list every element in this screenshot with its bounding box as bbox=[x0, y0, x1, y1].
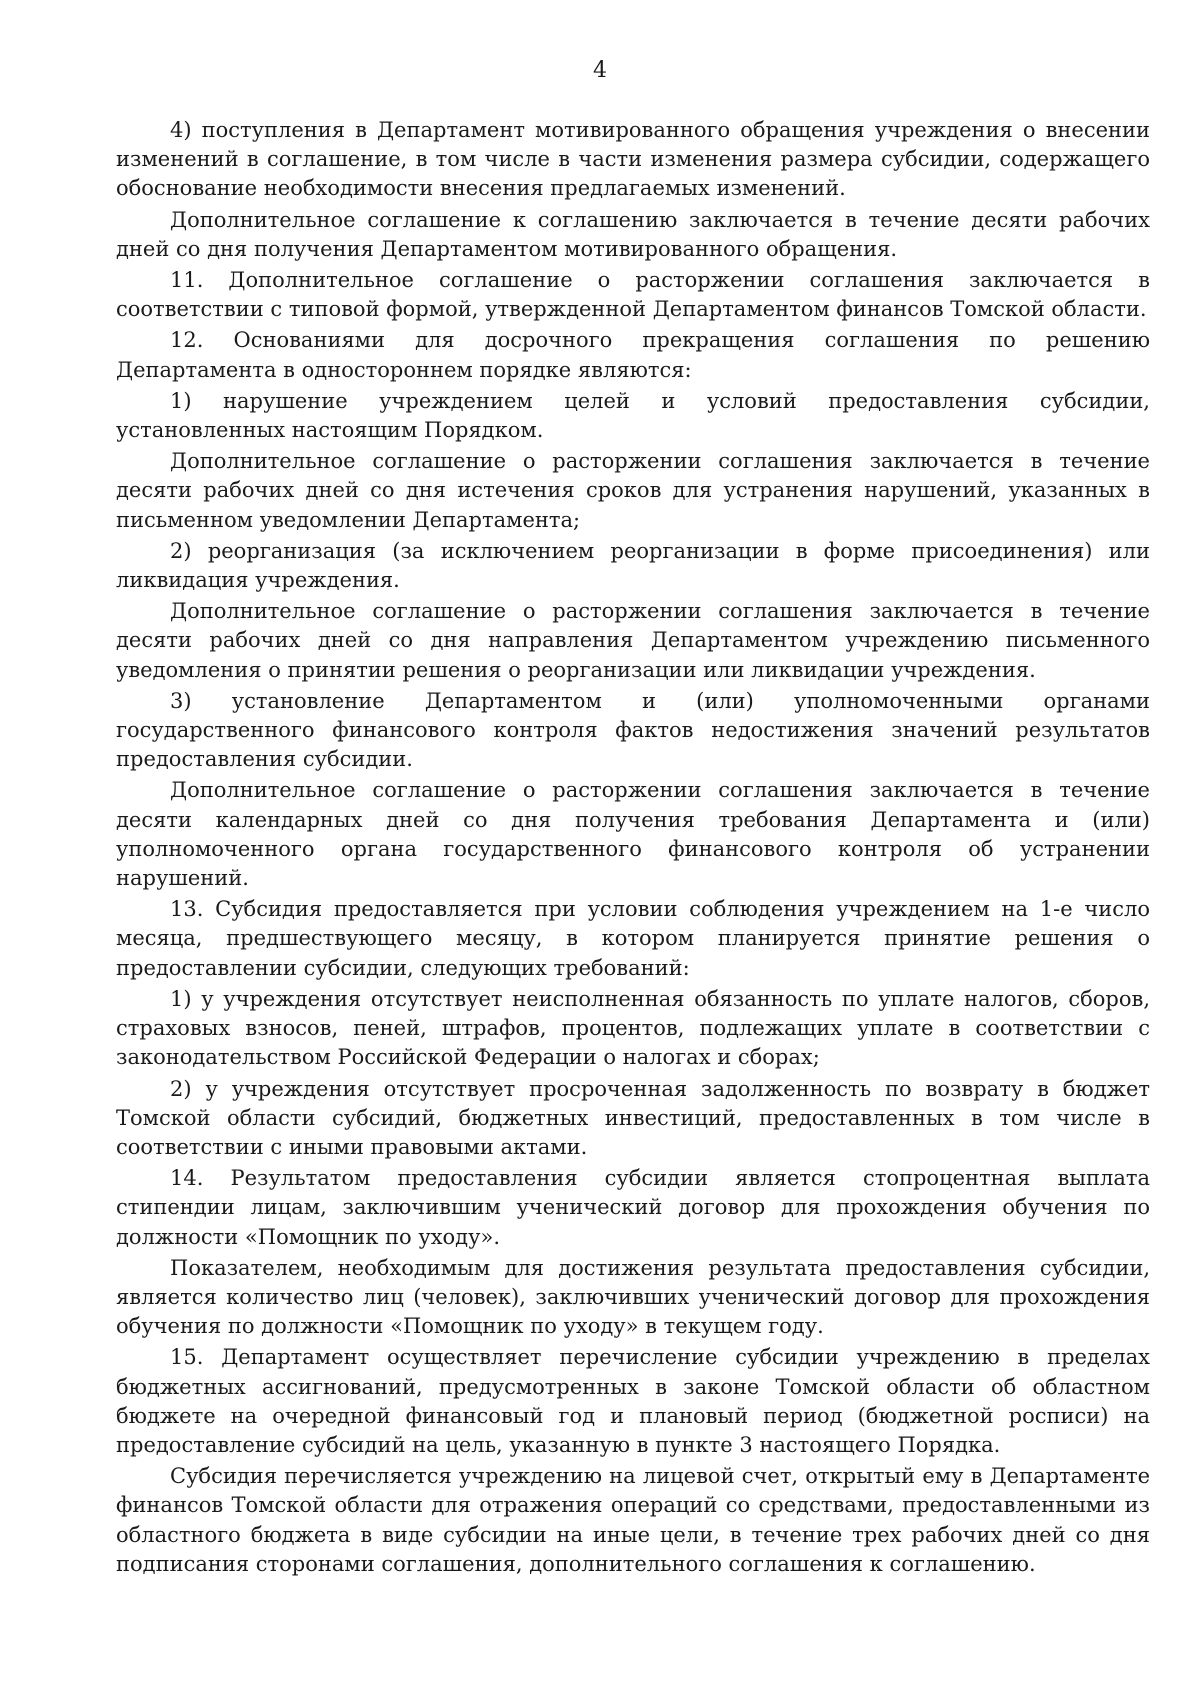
paragraph: Дополнительное соглашение к соглашению заключается в течение десяти рабочих дней со дня получения Департаментом мотивированного обращения. bbox=[116, 207, 1150, 261]
paragraph: 1) нарушение учреждением целей и условий предоставления субсидии, установленных настоящим Порядком. bbox=[116, 388, 1150, 443]
paragraph: 3) установление Департаментом и (или) уполномоченными органами государственного финансового контроля фактов недостижения значений результатов предоставления субсидии. bbox=[116, 688, 1150, 772]
paragraph: 11. Дополнительное соглашение о расторжении соглашения заключается в соответствии с типовой формой, утвержденной Департаментом финансов Томской области. bbox=[116, 268, 1150, 322]
paragraph: 12. Основаниями для досрочного прекращения соглашения по решению Департамента в одностороннем порядке являются: bbox=[116, 328, 1150, 382]
paragraph: Дополнительное соглашение о расторжении соглашения заключается в течение десяти рабочих дней со дня истечения сроков для устранения нарушений, указанных в письменном уведомлении Департамента; bbox=[116, 449, 1150, 532]
paragraph: 2) реорганизация (за исключением реорганизации в форме присоединения) или ликвидация учреждения. bbox=[116, 538, 1150, 593]
paragraph: 2) у учреждения отсутствует просроченная задолженность по возврату в бюджет Томской области субсидий, бюджетных инвестиций, предоставленных в том числе в соответствии с иными правовыми актами. bbox=[116, 1076, 1150, 1159]
paragraph: Дополнительное соглашение о расторжении соглашения заключается в течение десяти рабочих дней со дня направления Департаментом учреждению письменного уведомления о принятии решения о реорганизации или ликвидации учреждения. bbox=[116, 599, 1150, 682]
page-number: 4 bbox=[593, 58, 607, 83]
paragraph: 4) поступления в Департамент мотивированного обращения учреждения о внесении изменений в соглашение, в том числе в части изменения размера субсидии, содержащего обоснование необходимости внесения предлагаемых изменений. bbox=[116, 118, 1150, 201]
paragraph: 13. Субсидия предоставляется при условии соблюдения учреждением на 1-е число месяца, предшествующего месяцу, в котором планируется принятие решения о предоставлении субсидии, следующих требований: bbox=[116, 897, 1150, 980]
paragraph: 14. Результатом предоставления субсидии является стопроцентная выплата стипендии лицам, заключившим ученический договор для прохождения обучения по должности «Помощник по уходу». bbox=[116, 1166, 1150, 1249]
paragraph: Субсидия перечисляется учреждению на лицевой счет, открытый ему в Департаменте финансов Томской области для отражения операций со средствами, предоставленными из областного бюджета в виде субсидии на иные цели, в течение трех рабочих дней со дня подписания сторонами соглашения, дополнительного соглашения к соглашению. bbox=[116, 1464, 1150, 1576]
document-body bbox=[116, 116, 1150, 1581]
paragraph: 1) у учреждения отсутствует неисполненная обязанность по уплате налогов, сборов, страховых взносов, пеней, штрафов, процентов, подлежащих уплате в соответствии с законодательством Российской Федерации о налогах и сборах; bbox=[116, 986, 1150, 1070]
paragraph: 15. Департамент осуществляет перечисление субсидии учреждению в пределах бюджетных ассигнований, предусмотренных в законе Томской области об областном бюджете на очередной финансовый год и плановый период (бюджетной росписи) на предоставление субсидий на цель, указанную в пункте 3 настоящего Порядка. bbox=[116, 1345, 1150, 1457]
paragraph: Дополнительное соглашение о расторжении соглашения заключается в течение десяти календарных дней со дня получения требования Департамента и (или) уполномоченного органа государственного финансового контроля об устранении нарушений. bbox=[116, 778, 1150, 891]
paragraph: Показателем, необходимым для достижения результата предоставления субсидии, является количество лиц (человек), заключивших ученический договор для прохождения обучения по должности «Помощник по уходу» в текущем году. bbox=[116, 1255, 1150, 1339]
